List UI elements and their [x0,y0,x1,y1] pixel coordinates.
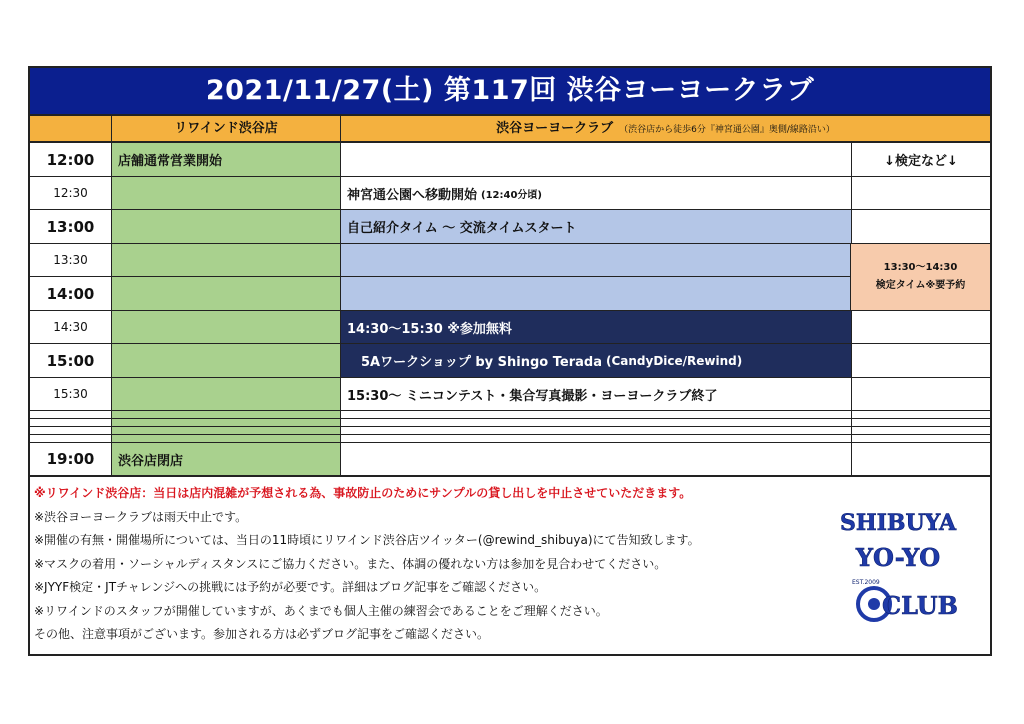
page-title: 2021/11/27(土) 第117回 渋谷ヨーヨークラブ [30,68,990,116]
store-cell: 店舗通常営業開始 [112,143,341,176]
check-time-range: 13:30〜14:30 [883,262,958,273]
time-cell [30,411,112,418]
club-text: 神宮通公園へ移動開始 [347,187,478,203]
yoyo-center-icon [868,598,880,610]
store-cell [112,427,341,434]
club-small-text: (12:40分頃) [481,189,542,201]
header-club-label: 渋谷ヨーヨークラブ [496,121,614,136]
note-line: ※渋谷ヨーヨークラブは雨天中止です。 [34,509,248,524]
time-cell: 15:00 [30,344,112,377]
time-cell: 14:00 [30,277,112,310]
store-cell [112,378,341,410]
logo-text-bottom: CLUB [882,591,958,620]
header-club-note: （渋谷店から徒歩6分『神宮通公園』奥側/線路沿い） [619,125,835,135]
check-time-box [850,244,990,311]
table-row [30,244,990,277]
header-store: リワインド渋谷店 [112,116,341,141]
side-cell [852,411,990,418]
side-cell [852,311,990,343]
club-cell: 自己紹介タイム 〜 交流タイムスタート [341,210,852,243]
club-cell [341,435,852,442]
club-cell [341,419,852,426]
logo-text-top: SHIBUYA [839,510,957,536]
store-cell [112,177,341,209]
club-cell [341,143,852,176]
time-cell: 19:00 [30,443,112,475]
side-cell [852,443,990,475]
time-cell: 13:00 [30,210,112,243]
time-cell [30,427,112,434]
side-cell [852,435,990,442]
shibuya-yoyo-club-logo [838,500,958,630]
store-cell [112,277,341,310]
spacer-row [30,435,990,443]
club-cell [341,344,852,377]
store-cell: 渋谷店閉店 [112,443,341,475]
header-row [30,116,990,143]
time-cell: 12:30 [30,177,112,209]
note-warning: ※リワインド渋谷店：当日は店内混雑が予想される為、事故防止のためにサンプルの貸し出しを中止させていただきます。 [34,486,692,500]
store-cell [112,210,341,243]
club-cell [341,443,852,475]
check-time-label: 検定タイム※要予約 [875,280,966,291]
side-cell [852,210,990,243]
club-cell: 15:30〜 ミニコンテスト・集合写真撮影・ヨーヨークラブ終了 [341,378,852,410]
note-line: ※開催の有無・開催場所については、当日の11時頃にリワインド渋谷店ツイッター(@rewind_shibuya)にて告知致します。 [34,533,700,547]
time-cell [30,419,112,426]
time-cell [30,435,112,442]
header-time [30,116,112,141]
club-cell [341,244,852,276]
schedule-grid [30,143,990,477]
logo-text-est: EST.2009 [852,579,880,586]
spacer-row [30,427,990,435]
table-row [30,344,990,378]
club-small-text: (CandyDice/Rewind) [606,353,743,368]
club-text: 5Aワークショップ by Shingo Terada [361,355,602,370]
time-cell: 12:00 [30,143,112,176]
note-line: ※マスクの着用・ソーシャルディスタンスにご協力ください。また、体調の優れない方は参加を見合わせてください。 [34,556,667,571]
side-cell [852,177,990,209]
store-cell [112,435,341,442]
note-line: ※リワインドのスタッフが開催していますが、あくまでも個人主催の練習会であることをご理解ください。 [34,603,608,618]
side-cell [852,378,990,410]
spacer-row [30,411,990,419]
table-row [30,277,990,311]
club-cell [341,411,852,418]
note-line: ※JYYF検定・JTチャレンジへの挑戦には予約が必要です。詳細はブログ記事をご確認ください。 [34,580,547,594]
side-cell [852,427,990,434]
table-row [30,143,990,177]
spacer-row [30,419,990,427]
store-cell [112,419,341,426]
note-line: その他、注意事項がございます。参加される方は必ずブログ記事をご確認ください。 [34,627,490,641]
table-row [30,177,990,210]
table-row [30,378,990,411]
table-row [30,443,990,477]
store-cell [112,411,341,418]
store-cell [112,244,341,276]
time-cell: 13:30 [30,244,112,276]
store-cell [112,311,341,343]
side-cell: ↓検定など↓ [884,154,958,169]
side-cell [852,344,990,377]
table-row [30,311,990,344]
club-cell [341,277,852,310]
table-row [30,210,990,244]
store-cell [112,344,341,377]
side-cell [852,419,990,426]
time-cell: 14:30 [30,311,112,343]
club-cell [341,427,852,434]
logo-text-mid: YO-YO [855,543,941,572]
time-cell: 15:30 [30,378,112,410]
club-cell [341,177,852,209]
club-cell: 14:30〜15:30 ※参加無料 [341,311,852,343]
header-club [341,116,990,141]
